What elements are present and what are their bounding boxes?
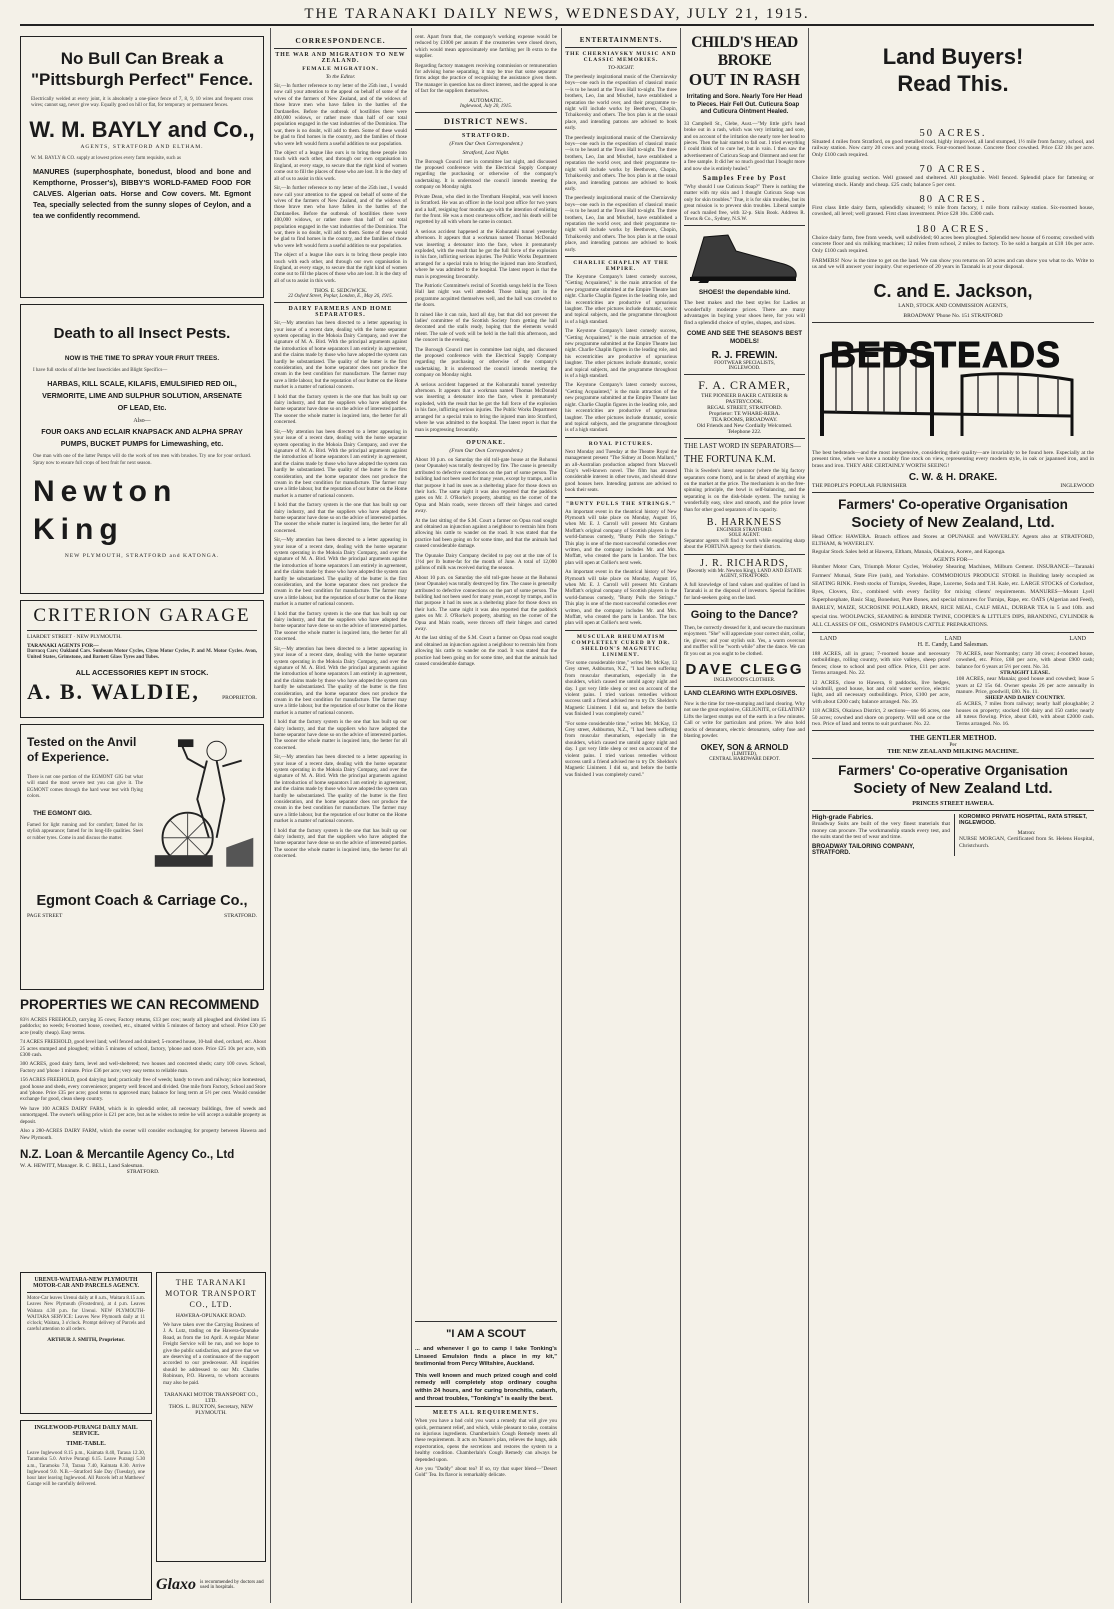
hospital-name: NURSE MORGAN, Certificated from St. Helens Hospital, Christchurch.	[959, 836, 1094, 849]
land-label-2: LAND	[944, 635, 962, 642]
news-court-2: At the last sitting of the S.M. Court a farmer on Opua road sought and obtained an injunction against a neighbour to restrain him from allowing his cattle to wander on the road. It was stated that the practice had been going on for some time, and that the animals had caused considerable damage.	[415, 635, 557, 668]
masthead: THE TARANAKI DAILY NEWS, WEDNESDAY, JULY 21, 1915.	[20, 4, 1094, 26]
cherniavsky-text-3: The peerlessly inspirational music of the Cherniavsky boys—one each in the exposition of classical music—is to be heard at the Town Hall to-night. The three brothers, Leo, Jan and Mischel, have established a reputation the world over, and their programme to-night will include works by Beethoven, Chopin, Tchaikovsky and others. The box plan is at the usual place, and intending patrons are advised to book early.	[565, 195, 677, 253]
news-accident: A serious accident happened at the Kohuratahi tunnel yesterday afternoon. It appears that a workman named Thomas McDonald was inserting a detonator into the face, when it prematurely exploded, with the result that he got the full force of the explosion in his face, inflicting serious injuries. The Public Works Department arranged for a special train to bring the injured man into Stratford, where he was admitted to the hospital. The latest report is that the man is progressing favourably.	[415, 228, 557, 280]
fortuna-text: This is Sweden's latest separator (where the big factory separators come from), and is far ahead of anything else on the market at the price. The mechanism is on the free-spinning principle, the bowl is self-balancing, and the separating is on the disk-blade system. The turning is wonderfully easy, slow and smooth, and the price lower than for other good separators of its capacity.	[684, 468, 805, 513]
land-label-1: LAND	[820, 635, 837, 642]
blacksmith-illustration	[149, 729, 257, 879]
okey-ltd: (LIMITED),	[731, 752, 758, 758]
newton-king-name: Newton King	[33, 474, 178, 546]
properties-advert	[20, 996, 266, 1266]
dance-text: Then, be correctly dressed for it, and secure the maximum enjoyment. "She" will appreciate your correct shirt, collar, tie, gloves; and your stylish suit. Yes, a warm overcoat and muffler will be "worth while" after the dance. We can fit you out as you ought to be clothed.	[684, 624, 805, 657]
cuticura-sub: Irritating and Sore. Nearly Tore Her Head to Pieces. Hair Fell Out. Cuticura Soap and Cuticura Ointment Healed.	[686, 94, 803, 116]
acres-70: 70 ACRES.	[919, 164, 987, 176]
stock-text: I have full stocks of all the best Insecticides and Blight Specifics—	[33, 368, 168, 373]
egmont-name: THE EGMONT GIG.	[33, 810, 92, 818]
separator-headline: THE LAST WORD IN SEPARATORS—	[684, 442, 801, 451]
listing-108: 108 ACRES, near Manaia; good house and cowshed; lease 5 years at £2 15s 6d. Owner speaks 26 per acre annually in manure. Price, goodwill, £80. No. 11.	[956, 676, 1094, 695]
correspondence-heading: CORRESPONDENCE.	[295, 36, 386, 45]
straight-lease: STRAIGHT LEASE.	[1000, 670, 1050, 677]
letter-address: 22 Oxford Street, Poplar, London, E., May 26, 1915.	[288, 294, 393, 300]
scout-headline: "I AM A SCOUT	[446, 1328, 526, 1340]
chaplin-heading: CHARLIE CHAPLIN AT THE EMPIRE.	[573, 259, 669, 272]
nz-loan-town: STRATFORD.	[126, 1168, 160, 1175]
acres-180-text: Choice dairy farm, free from weeds, well subdivided; 60 acres been ploughed. Splendid new house of 6 rooms; cowshed with concrete floor and six milking machines; 12 miles from school, 2 miles to factory. To be sold a bargain at £18 10s per acre. Only £100 cash required.	[812, 234, 1094, 254]
to-editor: To the Editor.	[325, 74, 356, 80]
dairy-letter-7: Sir,—My attention has been directed to a letter appearing in your issue of a recent date, dealing with the home separator system operating in the Mokoia Dairy Company, and over the signature of M. A. Bird. With the principal arguments against the introduction of home separators I am entirely in agreement, and the claims made by those who have adopted the system can hardly be substantiated. The quality of the butter is the first consideration, and the home separator does not produce the cream in the best condition for manufacture. The farmer may save a little labour, but the reputation of our butter on the Home market is a matter of national concern.	[274, 645, 407, 716]
anvil-headline: Tested on the Anvil	[27, 735, 137, 749]
sheep-dairy: SHEEP AND DAIRY COUNTRY.	[985, 695, 1065, 702]
cuticura-headline: CHILD'S HEAD BROKE	[691, 34, 798, 69]
purangi-mail-advert	[20, 1420, 152, 1600]
fabrics-text: Broadway Suits are built of the very finest materials that money can procure. The workmanship stands every test, and the suits stand the test of wear and time.	[812, 821, 950, 841]
egmont-text-2: Famed for light running and for comfort; famed for its stylish appearance; famed for its long-life qualities. Steel or rubber tyres. Come in and discuss the matter.	[27, 823, 143, 841]
frewin-town: INGLEWOOD.	[728, 366, 761, 372]
cramer-rooms: TEA ROOMS, BROADWAY.	[711, 417, 778, 424]
cherniavsky-text-2: The peerlessly inspirational music of the Cherniavsky boys—one each in the exposition of classical music—is to be heard at the Town Hall to-night. The three brothers, Leo, Jan and Mischel, have established a reputation the world over, and their programme to-night will include works by Beethoven, Chopin, Tchaikovsky and others. The box plan is at the usual place, and intending patrons are advised to book early.	[565, 134, 677, 192]
glaxo-advert	[156, 1566, 266, 1604]
transport-text: We have taken over the Carrying Business of J. A. Lutz, trading on the Hawera-Opunake Road, as from the 1st April. A regular Motor Freight Service will be run, and we hope to give the public satisfaction, and prove that we are deserving of a continuance of the support accorded to our predecessor. All inquiries should be addressed to our Mr. Charles Robinson, P.O. Hawera, to whom accounts may also be paid.	[163, 1322, 259, 1386]
female-migration-heading: FEMALE MIGRATION.	[302, 66, 379, 72]
frewin-firm: R. J. FREWIN.	[711, 350, 778, 362]
transport-advert	[156, 1272, 266, 1562]
dairy-letter-2: I hold that the factory system is the one that has built up our dairy industry, and that the suppliers who have adopted the home separator have done so on the advice of interested parties. The sooner the whole matter is inquired into, the better for all concerned.	[274, 393, 407, 426]
cramer-sub: THE PIONEER BAKER CATERER & PASTRYCOOK.	[701, 393, 788, 406]
urenui-headline: URENUI-WAITARA-NEW PLYMOUTH MOTOR-CAR AND PARCELS AGENCY.	[33, 1277, 139, 1289]
transport-secretary: THOS. L. BUXTON, Secretary, NEW PLYMOUTH.	[168, 1404, 254, 1417]
property-156: 156 ACRES FREEHOLD, good dairying land; practically free of weeds; handy to town and railway; nice homestead, good house and sheds, every convenience; property well fenced and divided. One mile from Factory, School and Store and 'phone. Price £35 per acre; good terms to approved man; balance for long term at 5½ per cent. Would consider exchange for good, clean sheep country.	[20, 1077, 266, 1103]
column-rule	[808, 28, 809, 1603]
pump-note: One man with one of the latter Pumps will do the work of ten men with brushes. Try one for your orchard. Spray now to ensure full crops of best fruit for next season.	[33, 454, 251, 466]
meets-text: When you have a bad cold you want a remedy that will give you quick, permanent relief, and which, while pleasant to take, contains no injurious ingredients. Chamberlain's Cough Remedy meets all these requirements. It acts on Nature's plan, relieves the lungs, aids expectoration, opens the secretions and restores the system to a healthy condition. Chamberlain's Cough Remedy can always be depended upon.	[415, 1418, 557, 1463]
clegg-firm: DAVE CLEGG	[685, 661, 804, 678]
harkness-firm: B. HARKNESS	[706, 516, 783, 528]
letter-text-4: The object of a league like ours is to bring these people into touch with each other, and through our own organisation in England, at every stage, to secure that the right kind of women come out to fill the places of those who are lost. It is the duty of all of us to assist in this work.	[274, 252, 407, 284]
okey-firm: OKEY, SON & ARNOLD	[700, 743, 789, 753]
news-court: At the last sitting of the S.M. Court a farmer on Opua road sought and obtained an injunction against a neighbour to restrain him from allowing his cattle to wander on the road. It was stated that the practice had been going on for some time, and that the animals had caused considerable damage.	[415, 517, 557, 550]
daddy-text: Are you "Daddy" about tea? If so, try that super blend—"Desert Gold" Tea. Its flavor is remarkably delicate.	[415, 1466, 557, 1479]
fabrics-headline: High-grade Fabrics.	[812, 814, 874, 822]
bottom-adverts	[812, 814, 1094, 855]
egmont-town: STRATFORD.	[224, 913, 257, 919]
bedsteads-headline: BEDSTEADS	[830, 333, 1062, 375]
property-83: 83½ ACRES FREEHOLD, carrying 35 cows; Factory returns, £13 per cow; nearly all ploughed and divided into 15 paddocks; no weeds; 6-roomed house, cowshed, etc., situated within 5 minutes of factory and school. Price £30 per acre (really cheap). Easy terms.	[20, 1017, 266, 1036]
shoe-illustration	[684, 229, 804, 284]
drake-town: INGLEWOOD	[1060, 483, 1094, 490]
entertainments-heading: ENTERTAINMENTS.	[579, 36, 663, 44]
district-news-heading: DISTRICT NEWS.	[443, 115, 529, 126]
dairy-letter-4: I hold that the factory system is the one that has built up our dairy industry, and that the suppliers who have adopted the home separator have done so on the advice of interested parties. The sooner the whole matter is inquired into, the better for all concerned.	[274, 502, 407, 534]
transport-headline: THE TARANAKI MOTOR TRANSPORT CO., LTD.	[165, 1278, 257, 1309]
cramer-proprietor: Proprietor: TE WHARE-RERA.	[708, 411, 781, 418]
bayly-list: MANURES (superphosphate, bonedust, blood and bone and Kempthorne, Prosser's), BIBBY'S WORLD-FAMED FOOD FOR CALVES. Algerian oats. Horse and Cow covers. Mt. Egmont Tea, specially selected from the sunny slopes of Ceylon, and a tea we confidently recommend.	[33, 166, 251, 220]
coop2-street: PRINCES STREET HAWERA.	[912, 801, 994, 808]
criterion-garage-advert	[20, 600, 264, 718]
acres-180: 180 ACRES.	[915, 223, 991, 235]
bayly-text: W. M. BAYLY & CO. supply at lowest prices every farm requisite, such as	[31, 155, 181, 161]
glaxo-logo: Glaxo	[156, 1576, 196, 1593]
explosives-headline: LAND CLEARING WITH EXPLOSIVES.	[684, 690, 798, 697]
richards-sub: (Recently with Mr. Newton King), LAND AND ESTATE AGENT, STRATFORD.	[686, 568, 802, 579]
cherniavsky-text: The peerlessly inspirational music of the Cherniavsky boys—one each in the exposition of classical music—is to be heard at the Town Hall to-night. The three brothers, Leo, Jan and Mischel, have established a reputation the world over, and their programme to-night will include works by Beethoven, Chopin, Tchaikovsky and others. The box plan is at the usual place, and intending patrons are advised to book early.	[565, 74, 677, 132]
cramer-telephone: Telephone 222.	[727, 429, 762, 436]
criterion-agents: TARANAKI AGENTS FOR—	[27, 643, 99, 649]
news-council: The Borough Council met in committee last night, and discussed the proposed conference with the Electrical Supply Company regarding the purchasing or otherwise of the company's undertaking. It is understood the council intends meeting the company on Monday night.	[415, 158, 557, 191]
cuticura-samples: Samples Free by Post	[702, 174, 787, 183]
news-accident-2: A serious accident happened at the Kohuratahi tunnel yesterday afternoon. It appears that a workman named Thomas McDonald was inserting a detonator into the face, when it prematurely exploded, with the result that he got the full force of the explosion in his face, inflicting serious injuries. The Public Works Department arranged for a special train to bring the injured man into Stratford, where he was admitted to the hospital. The latest report is that the man is progressing favourably.	[415, 381, 557, 433]
cramer-welcome: Old Friends and New Cordially Welcomed.	[696, 423, 793, 430]
coop-list: Humber Motor Cars, Triumph Motor Cycles, Wolseley Shearing Machines, Milburn Cement. INSURANCE—Taranaki Farmers' Mutual, State Fire (sub), and Yorkshire. COMMODIOUS PRODUCE STORE in Building lately occupied as SEATING RINK. Fresh stocks of Turnips, Swedes, Rape, Lucerne, Soda and T.H. Kale, etc. LARGE STOCKS of Corksfoot, Ryes, Clovers, Etc., combined with every facility for mixing clients' requirements. MANURES—Mount Lyell Superphosphate, Basic Slag, Bonedust, Pure Bones, and special mixtures for Turnips, Rape, etc. OATS (Algerian and Feed), BARLEY, MAIZE, SUCROSINE POLLARD, BRAN, RICE MEAL, CALF MEAL, DURBAR TEA in 5 and 10lb. and special tins. WOOLPACKS, SEAMING & BINDER TWINE, COOPER'S & LITTLE'S DIPS, BRANDING, CYLINDER & ALL CLASSES OF OIL, OSMOND'S FAMOUS CATTLE PREPARATIONS.	[812, 564, 1094, 628]
fabrics-firm: BROADWAY TAILORING COMPANY, STRATFORD.	[812, 843, 915, 856]
meets-heading: MEETS ALL REQUIREMENTS.	[432, 1410, 540, 1417]
continued-text: cent. Apart from that, the company's working expense would be reduced by £1000 per annum if the creameries were closed down, which would mean approximately one farthing per lb extra to the supplier.	[415, 34, 557, 60]
urenui-text: Motor-Car leaves Urenui daily at 8 a.m., Waitara 8.15 a.m. Leaves New Plymouth (Frostedron), at 4 p.m. Leaves Waitara 4.30 p.m. for Urenui. NEW PLYMOUTH-WAITARA SERVICE: Leaves New Plymouth daily at 11 o'clock; Waitara, 3 o'clock. Prompt delivery of Parcels and careful attention to all orders.	[27, 1296, 145, 1333]
listing-45: 45 ACRES, 7 miles from railway; nearly half ploughable; 2 houses on property; stocked 100 dairy and 150 cattle; nearly all tuteus flowing. Price, about £40, with about £2000 cash. Terms arranged. No. 16.	[956, 701, 1094, 727]
scout-text-2: This well known and much prized cough and cold remedy will completely stop ordinary coughs within 24 hours, and for curing bronchitis, catarrh, and throat troubles, "Tonking's" is easily the best.	[415, 1372, 557, 1402]
harkness-text: Separator agents will find it worth while enquiring sharp about the FORTUNA agency for their districts.	[684, 537, 805, 551]
news-council-2: The Borough Council met in committee last night, and discussed the proposed conference with the Electrical Supply Company regarding the purchasing or otherwise of the company's undertaking. It is understood the council intends meeting the company on Monday night.	[415, 346, 557, 379]
egmont-gig-advert	[20, 724, 264, 990]
acres-70-text: Choice little grazing section. Well grassed and sheltered. All ploughable. Well fenced. Splendid place for fattening or wintering stock. Handy and cheap. £25 cash; balance 5 per cent.	[812, 175, 1094, 188]
column-rule	[561, 28, 562, 1603]
purangi-headline: INGLEWOOD-PURANGI DAILY MAIL SERVICE.	[34, 1425, 138, 1437]
listing-70: 70 ACRES, near Normanby; carry 30 cows; 4-roomed house, cowshed, etc. Price, £68 per acre, with about £900 cash; balance for 6 years at 5½ per cent. No. 34.	[956, 650, 1094, 670]
letter-text-2: The object of a league like ours is to bring these people into touch with each other, and through our own organisation in England, at every stage, to secure that the right kind of women come out to fill the places of those who are lost. It is the duty of all of us to assist in this work.	[274, 150, 407, 182]
criterion-street: LIARDET STREET · NEW PLYMOUTH.	[27, 634, 122, 640]
harkness-sole: SOLE AGENT.	[728, 532, 761, 538]
bedsteads-text: The best bedsteads—and the most inexpensive, considering their quality—are invariably to be found here. Especially at the present time, when we have a notably fine stock on view, representing every modern style, in oak or japanned iron, and in brass and iron. THEY ARE CERTAINLY WORTH SEEING!	[812, 449, 1094, 469]
newton-king-advert	[20, 304, 264, 594]
property-74: 74 ACRES FREEHOLD, good level land; well fenced and drained; 5-roomed house, 10-bail shed, orchard, etc. About 25 acres stumped and ploughed; within 5 minutes of school, factory, 'phone and store. Price £25 10s per acre, with £300 cash.	[20, 1039, 266, 1059]
coop-headline-2: Society of New Zealand, Ltd.	[851, 514, 1055, 532]
egmont-street: PAGE STREET	[27, 913, 63, 919]
drake-sub: THE PEOPLE'S POPULAR FURNISHER	[812, 483, 907, 490]
glaxo-text: is recommended by doctors and used in hospitals.	[200, 1580, 264, 1590]
bayly-firm: W. M. BAYLY and Co.,	[29, 116, 255, 142]
opunake-from: (From Our Own Correspondent.)	[449, 447, 523, 454]
coop2-headline-2: Society of New Zealand Ltd.	[853, 780, 1053, 798]
bunty-heading: "BUNTY PULLS THE STRINGS."	[565, 500, 677, 507]
drake-firm: C. W. & H. DRAKE.	[908, 472, 998, 484]
rheumatism-text-2: "For some considerable time," writes Mr. McKay, 13 Grey street, Ashburton, N.Z., "I had been suffering from muscular rheumatism, especially in the shoulders, which caused me untold agony night and day. I got very little sleep or rest on account of the violent pains. I tried various remedies without success until a friend advised me to try Dr. Sheldon's Magnetic Liniment. I did so, and before the bottle was finished I was completely cured."	[565, 720, 677, 778]
insecticide-list: HARBAS, KILL SCALE, KILAFIS, EMULSIFIED RED OIL, VERMORITE, LIME AND SULPHUR SOLUTION, ARSENATE OF LEAD, Etc.	[42, 379, 242, 413]
clegg-town: INGLEWOOD'S CLOTHIER.	[713, 678, 776, 683]
coop-headline: Farmers' Co-operative Organisation	[838, 497, 1068, 513]
richards-text: A full knowledge of land values and qualities of land in Taranaki is at the disposal of investors. Special facilities for land-seekers going on the land.	[684, 581, 805, 601]
fence-text: Electrically welded at every joint, it is absolutely a one-piece fence of 7, 8, 9, 10 wires and frequent cross wires; cannot sag, never give way. Equally good on hill or flat, for temporary or permanent fences.	[31, 97, 253, 109]
dairy-letter-6: I hold that the factory system is the one that has built up our dairy industry, and that the suppliers who have adopted the home separator have done so on the advice of interested parties. The sooner the whole matter is inquired into, the better for all concerned.	[274, 610, 407, 643]
properties-headline: PROPERTIES WE CAN RECOMMEND	[20, 997, 260, 1012]
urenui-proprietor: ARTHUR J. SMITH, Proprietor.	[47, 1336, 125, 1343]
cuticura-headline-2: OUT IN RASH	[688, 70, 801, 89]
egmont-firm: Egmont Coach & Carriage Co.,	[36, 893, 248, 909]
waldie-title: PROPRIETOR.	[222, 694, 257, 701]
property-300: 300 ACRES, good dairy farm, level and well-sheltered; two houses and concreted sheds; carry 100 cows. School, Factory and 'phone 1 minute. Price £36 per acre; very easy terms to reliable man.	[20, 1061, 266, 1074]
hospital-headline: KOROMIKO PRIVATE HOSPITAL, RATA STREET, INGLEWOOD.	[959, 814, 1087, 827]
column-rule	[270, 28, 271, 1603]
dairy-heading: DAIRY FARMERS AND HOME SEPARATORS.	[288, 306, 393, 319]
listing-188: 188 ACRES, all in grass; 7-roomed house and necessary outbuildings, rolling country, with nice valleys, sheep proof fences; close to school and post office. Price, £11 per acre. Terms arranged. No. 22.	[812, 650, 950, 677]
property-100: We have 100 ACRES DAIRY FARM, which is in splendid order, all necessary buildings, free of weeds and unmortgaged. The owner's selling price is £21 per acre, but as he wishes to retire he will accept a suitable property as deposit.	[20, 1105, 266, 1125]
acres-50: 50 ACRES.	[919, 128, 987, 139]
also-label: Also—	[133, 418, 151, 425]
stratford-date: Stratford, Last Night.	[462, 149, 510, 156]
automatic-signature: AUTOMATIC.	[469, 97, 503, 104]
news-recital: The Patriotic Committee's recital of Scottish songs held in the Town Hall last night was well attended. Those taking part in the programme acquitted themselves well, and the hall was crowded to the doors.	[415, 282, 557, 309]
property-280: Also a 280-ACRES DAIRY FARM, which the owner will consider exchanging for property between Hawera and New Plymouth.	[20, 1128, 266, 1141]
pump-list: FOUR OAKS AND ECLAIR KNAPSACK AND ALPHA SPRAY PUMPS, BUCKET PUMPS for Limewashing, etc.	[41, 427, 243, 449]
column-rule	[411, 28, 412, 1603]
cuticura-text-2: "Why should I use Cuticura Soap?" There is nothing the matter with my skin and I thought Cuticura Soap was only for skin troubles." True, it is for skin troubles, but its great mission is to prevent skin troubles. Liberal sample of each mailed free, with 32-p. Skin Book. Address R. Towns & Co., Sydney, N.S.W.	[684, 184, 805, 223]
dairy-letter-8: I hold that the factory system is the one that has built up our dairy industry, and that the suppliers who have adopted the home separator have done so on the advice of interested parties. The sooner the whole matter is inquired into, the better for all concerned.	[274, 719, 407, 751]
criterion-headline: CRITERION GARAGE	[33, 605, 251, 626]
column-seven	[812, 34, 1094, 1602]
jackson-firm: C. and E. Jackson,	[873, 280, 1033, 301]
candy-agent: H. E. Candy, Land Salesman.	[917, 641, 989, 648]
dairy-letter: Sir,—My attention has been directed to a letter appearing in your issue of a recent date, dealing with the home separator system operating in the Mokoia Dairy Company, and over the signature of M. A. Bird. With the principal arguments against the introduction of home separators I am entirely in agreement, and the claims made by those who have adopted the system can hardly be substantiated. The quality of the butter is the first consideration, and the home separator does not produce the cream in the best condition for manufacture. The farmer may save a little labour, but the reputation of our butter on the Home market is a matter of national concern.	[274, 320, 407, 391]
bunty-text-2: An important event in the theatrical history of New Plymouth will take place on Monday, August 16, when Mr. E. J. Carroll will present Mr. Graham Moffatt's original company of Scottish players in the world-famous comedy, "Bunty Pulls the Strings." This play is one of the most successful comedies ever written, and the company includes Mr. and Mrs. Moffatt, who created the parts in London. The box plan will open at Collier's next week.	[565, 569, 677, 627]
column-six	[684, 34, 805, 1602]
per-label: Per	[949, 742, 957, 749]
shoes-text: The best makes and the best styles for Ladies at wonderfully moderate prices. There are many advantages in buying your shoes here, for you will find a splendid choice of styles, shapes, and sizes.	[684, 300, 805, 326]
listing-118: 118 ACRES, Okaiawa District, 2 sections—one 66 acres, one 50 acres; cowshed and shore on property. Will sell one or the two. Price of land and terms to suit purchaser. No. 22.	[812, 708, 950, 727]
purangi-text: Leave Inglewood 8.15 p.m., Kaimata 8.40, Taraua 12.30, Taramoku 5.0. Arrive Purangi 6.15. Leave Purangi 5.30 a.m., Taramoku 7.0, Taraua 7.40, Kaimata 8.30. Arrive Inglewood 9.0. N.B.—Stratford Sale Day (Tuesday), one hour later leaving Inglewood. All Parcels left at Matthews' Garage will be carefully delivered.	[27, 1451, 145, 1488]
dance-headline: Going to the Dance?	[690, 608, 799, 621]
rheumatism-text: "For some considerable time," writes Mr. McKay, 13 Grey street, Ashburton, N.Z., "I had been suffering from muscular rheumatism, especially in the shoulders, which caused me untold agony night and day. I got very little sleep or rest on account of the violent pains. I tried various remedies without success until a friend advised me to try Dr. Sheldon's Magnetic Liniment. I did so, and before the bottle was finished I was completely cured."	[565, 659, 677, 718]
fortuna-name: THE FORTUNA K.M.	[684, 454, 776, 466]
spray-time: NOW IS THE TIME TO SPRAY YOUR FRUIT TREES.	[64, 355, 220, 362]
okey-depot: CENTRAL HARDWARE DEPOT.	[709, 757, 780, 763]
tonight-label: TO-NIGHT.	[607, 65, 635, 71]
continued-text-2: Regarding factory managers receiving commission or remuneration for advising home separating, it may be true that some separator firms adopt the practice of recognising the assistance given them. The manager in question has no direct interest, and the appeal is one of fact for the suppliers themselves.	[415, 62, 557, 95]
listing-12: 12 ACRES, close to Hawera, 8 paddocks, live hedges, windmill, good house, hot and cold water service, electric light, and all necessary outbuildings. Price, £100 per acre, with about £200 cash; balance arranged. No. 39.	[812, 679, 950, 705]
column-rule	[680, 28, 681, 1603]
jackson-sub: LAND, STOCK AND COMMISSION AGENTS,	[898, 302, 1008, 309]
fence-headline-2: "Pittsburgh Perfect" Fence.	[30, 70, 254, 89]
anvil-headline-2: of Experience.	[27, 750, 110, 764]
transport-road: HAWERA-OPUNAKE ROAD.	[175, 1313, 247, 1319]
entertainments-column	[565, 34, 677, 1602]
cramer-street: REGAL STREET, STRATFORD.	[707, 405, 782, 412]
dairy-letter-3: Sir,—My attention has been directed to a letter appearing in your issue of a recent date, dealing with the home separator system operating in the Mokoia Dairy Company, and over the signature of M. A. Bird. With the principal arguments against the introduction of home separators I am entirely in agreement, and the claims made by those who have adopted the system can hardly be substantiated. The quality of the butter is the first consideration, and the home separator does not produce the cream in the best condition for manufacture. The farmer may save a little labour, but the reputation of our butter on the Home market is a matter of national concern.	[274, 428, 407, 499]
royal-pictures-text: Next Monday and Tuesday at the Theatre Royal the management present "The Sidney at Doom Mallard," an all-Australian production adapted from Maxwell Gray's well-known novel. The film has aroused considerable interest in other towns, and should draw good houses here. Intending patrons are advised to book their seats.	[565, 448, 677, 494]
accessories-line: ALL ACCESSORIES KEPT IN STOCK.	[75, 667, 209, 677]
land-listings	[812, 651, 1094, 727]
news-dairy: The Opunake Dairy Company decided to pay out at the rate of 1s 1½d per lb butter-fat for the month of June. A total of 12,000 gallons of milk was received during the season.	[415, 552, 557, 572]
land-label-3: LAND	[1069, 635, 1086, 642]
waldie-name: A. B. WALDIE,	[27, 678, 200, 704]
news-sale: It rained like it can rain, hard all day, but that did not prevent the ladies' committee of the Scottish Society from getting the hall decorated and the stalls ready, hoping that the elements would relent. The sale of work will be held in the hall this afternoon, and the concert in the evening.	[415, 311, 557, 344]
dairy-letter-10: I hold that the factory system is the one that has built up our dairy industry, and that the suppliers who have adopted the home separator have done so on the advice of interested parties. The sooner the whole matter is inquired into, the better for all concerned.	[274, 827, 407, 860]
bedsteads-illustration-wrap	[812, 326, 1094, 450]
coop-office: Head Office: HAWERA. Branch offices and Stores at OPUNAKE and WAVERLEY. Agents also at STRATFORD, ELTHAM, & WAVERLEY.	[812, 534, 1094, 547]
egmont-text: There is not one portion of the EGMONT GIG but what will stand the most severe test you can give it. The EGMONT comes through the hard wear test with flying colors.	[27, 775, 143, 799]
war-migration-heading: THE WAR AND MIGRATION TO NEW ZEALAND.	[275, 52, 406, 64]
coop-agents: AGENTS FOR—	[933, 557, 973, 564]
fence-headline: No Bull Can Break a	[60, 49, 224, 68]
stratford-from: (From Our Own Correspondent.)	[449, 140, 523, 147]
explosives-text: Now is the time for tree-stumping and land clearing. Why not use the great explosive, GELIGNITE, or GELATINE? Lifts the largest stumps out of the earth in a few minutes. Call or write for particulars and prices. We also hold stocks of detonators, electric detonators, safety fuse and blasting powder.	[684, 701, 805, 740]
rheumatism-heading: MUSCULAR RHEUMATISM COMPLETELY CURED BY DR. SHELDON'S MAGNETIC LINIMENT.	[571, 633, 671, 658]
correspondence-column	[274, 34, 407, 1602]
fence-advert	[20, 36, 264, 298]
shoes-tagline: SHOES! the dependable kind.	[698, 289, 791, 297]
milking-machine: THE NEW ZEALAND MILKING MACHINE.	[887, 748, 1019, 756]
acres-80: 80 ACRES.	[919, 194, 987, 206]
news-fire-2: About 10 p.m. on Saturday the old toll-gate house at the Rohunui (near Opunake) was totally destroyed by fire. The cause is generally attributed to defective connections on the part of some person. The building had not been used for many years, except by tramps, and in that purpose it had its uses as a sheltering place for those down on their luck. The same night it was also reported that the paddock gates on Mr. J. O'Rorke's property, abutting on the corner of the Opua and Main roads, were thrown off their hinges and carted away.	[415, 574, 557, 633]
scout-advert	[415, 1318, 557, 1602]
chaplin-text-2: The Keystone Company's latest comedy success, "Getting Acquainted," is the main attraction of the new programme submitted at the Empire Theatre last night. Charlie Chaplin figures in the leading role, and his eccentricities are productive of uproarious laughter. The other pictures include dramatic, scenic and topical subjects, and the programme throughout is of a high standard.	[565, 328, 677, 380]
coop2-headline: Farmers' Co-operative Organisation	[838, 763, 1068, 779]
letter-text-3: Sir,—In further reference to my letter of the 25th inst., I would now call your attention to the appeal on behalf of some of the wives of the farmers of New Zealand, and of the widows of those brave men who have fallen in the battles of the Dardanelles. Before the outbreak of hostilities there were 400,000 widows, or rather more than half of our total population engaged in the vast industries of the Dominion. The war, there is no doubt, will add to them. Some of these would be glad to find homes in the country, and the families of those who were left would form a useful addition to our population.	[274, 185, 407, 249]
news-dean: Private Dean, who died in the Trentham Hospital, was well known in Stratford. He was an officer in the local post office for two years and a half, resigning four months ago with the intention of enlisting for the front. He was a most courteous officer, and his death will be regretted by all with whom he came in contact.	[415, 193, 557, 226]
automatic-address: Inglewood, July 20, 1915.	[460, 103, 512, 109]
letter-text: Sir,—In further reference to my letter of the 25th inst., I would now call your attention to the appeal on behalf of some of the wives of the farmers of New Zealand, and of the widows of those brave men who have fallen in the battles of the Dardanelles. Before the outbreak of hostilities there were 400,000 widows, or rather more than half of our total population engaged in the vast industries of the Dominion. The war, there is no doubt, will add to them. Some of these would be glad to find homes in the country, and the families of those who were left would form a useful addition to our population.	[274, 83, 407, 147]
criterion-list: Darracq Cars; Oakland Cars. Sunbeam Motor Cycles, Clyno Motor Cycles, P. and M. Motor Cycles. Avon, United States, Grimstone, and Barnett Glass Tyres and Tubes.	[27, 649, 257, 661]
dairy-letter-5: Sir,—My attention has been directed to a letter appearing in your issue of a recent date, dealing with the home separator system operating in the Mokoia Dairy Company, and over the signature of M. A. Bird. With the principal arguments against the introduction of home separators I am entirely in agreement, and the claims made by those who have adopted the system can hardly be substantiated. The quality of the butter is the first consideration, and the home separator does not produce the cream in the best condition for manufacture. The farmer may save a little labour, but the reputation of our butter on the Home market is a matter of national concern.	[274, 537, 407, 608]
bunty-text: An important event in the theatrical history of New Plymouth will take place on Monday, August 16, when Mr. E. J. Carroll will present Mr. Graham Moffatt's original company of Scottish players in the world-famous comedy, "Bunty Pulls the Strings." This play is one of the most successful comedies ever written, and the company includes Mr. and Mrs. Moffatt, who created the parts in London. The box plan will open at Collier's next week.	[565, 508, 677, 566]
nz-loan-firm: N.Z. Loan & Mercantile Agency Co., Ltd	[20, 1148, 235, 1161]
farmers-note: FARMERS! Now is the time to get on the land. We can show you returns on 50 acres and can show you what to do. Write to us and we will answer your inquiry. Our experience of 20 years in Taranaki is at your disposal.	[812, 258, 1094, 271]
read-this-headline: Read This.	[897, 71, 1009, 96]
royal-pictures-heading: ROYAL PICTURES.	[588, 440, 654, 447]
bayly-agents: AGENTS, STRATFORD AND ELTHAM.	[80, 143, 204, 150]
jackson-address: BROADWAY 'Phone No. 151 STRATFORD	[903, 312, 1003, 319]
harkness-engineer: ENGINEER STRATFORD.	[716, 527, 773, 533]
chaplin-text: The Keystone Company's latest comedy success, "Getting Acquainted," is the main attraction of the new programme submitted at the Empire Theatre last night. Charlie Chaplin figures in the leading role, and his eccentricities are productive of uproarious laughter. The other pictures include dramatic, scenic and topical subjects, and the programme throughout is of a high standard.	[565, 273, 677, 325]
stratford-heading: STRATFORD.	[461, 132, 511, 139]
cuticura-text: 33 Campbell St., Glebe, Aust.—"My little girl's head broke out in a rash, which was very irritating and sore, and on account of the irritation she nearly tore her head to pieces. Then the hair started to fall out. I tried everything I could think of to cure her, but in vain. I then saw the advertisement of Cuticura Soap and Ointment and sent for a free sample. It did her so much good that I bought more and now she is entirely healed."	[684, 120, 805, 172]
transport-firm: TARANAKI MOTOR TRANSPORT CO., LTD.	[163, 1392, 259, 1405]
news-fire: About 10 p.m. on Saturday the old toll-gate house at the Rohunui (near Opunake) was totally destroyed by fire. The cause is generally attributed to defective connections on the part of some person. The building had not been used for many years, except by tramps, and in that purpose it had its uses as a sheltering place for those down on their luck. The same night it was also reported that the paddock gates on Mr. J. O'Rorke's property, abutting on the corner of the Opua and Main roads, were thrown off their hinges and carted away.	[415, 456, 557, 515]
letter-signature: THOS. E. SEDGWICK.	[313, 288, 368, 295]
opunake-heading: OPUNAKE.	[466, 439, 506, 446]
hospital-matron: Matron:	[1017, 830, 1036, 837]
coop-sales: Regular Stock Sales held at Hawera, Eltham, Manaia, Okaiawa, Aorere, and Kaponga.	[812, 548, 1006, 555]
dairy-letter-9: Sir,—My attention has been directed to a letter appearing in your issue of a recent date, dealing with the home separator system operating in the Mokoia Dairy Company, and over the signature of M. A. Bird. With the principal arguments against the introduction of home separators I am entirely in agreement, and the claims made by those who have adopted the system can hardly be substantiated. The quality of the butter is the first consideration, and the home separator does not produce the cream in the best condition for manufacture. The farmer may save a little labour, but the reputation of our butter on the Home market is a matter of national concern.	[274, 754, 407, 825]
insect-pests-headline: Death to all Insect Pests.	[53, 325, 231, 342]
acres-50-text: Situated 4 miles from Stratford, on good metalled road, highly improved, all land stumped, 1½ mile from factory, school, and railway station. Now carry 20 cows and young stock. Four-roomed house. Concrete floor cowshed. Price £32 10s per acre. Only £100 cash required.	[812, 139, 1094, 158]
chaplin-text-3: The Keystone Company's latest comedy success, "Getting Acquainted," is the main attraction of the new programme submitted at the Empire Theatre last night. Charlie Chaplin figures in the leading role, and his eccentricities are productive of uproarious laughter. The other pictures include dramatic, scenic and topical subjects, and the programme throughout is of a high standard.	[565, 382, 677, 434]
gentler-method: THE GENTLER METHOD.	[909, 734, 997, 743]
purangi-timetable: TIME-TABLE.	[66, 1441, 106, 1447]
land-buyers-headline: Land Buyers!	[882, 44, 1024, 69]
nz-loan-manager: W. A. HEWITT, Manager. R. C. BELL, Land Salesman.	[20, 1162, 144, 1169]
urenui-agency-advert	[20, 1272, 152, 1414]
richards-firm: J. R. RICHARDS,	[700, 557, 789, 569]
newton-king-places: NEW PLYMOUTH, STRATFORD and KATONGA.	[64, 552, 220, 559]
scout-text: ... and whenever I go to camp I take Tonking's Linseed Emulsion finds a place in my kit," testimonial from Percy Wiltshire, Auckland.	[415, 1346, 557, 1368]
cramer-firm: F. A. CRAMER,	[698, 378, 791, 393]
acres-80-text: First class little dairy farm, splendidly situated; ½ mile from factory, 1 mile from railway station. Six-roomed house, cowshed, all level; well grassed. First class investment. Price £28 10s. £300 cash.	[812, 205, 1094, 218]
shoes-come: COME AND SEE THE SEASON'S BEST MODELS!	[686, 330, 803, 346]
cherniavsky-heading: THE CHERNIAVSKY MUSIC AND CLASSIC MEMORIES.	[565, 51, 677, 63]
frewin-footwear: FOOTWEAR SPECIALISTS,	[714, 361, 775, 367]
